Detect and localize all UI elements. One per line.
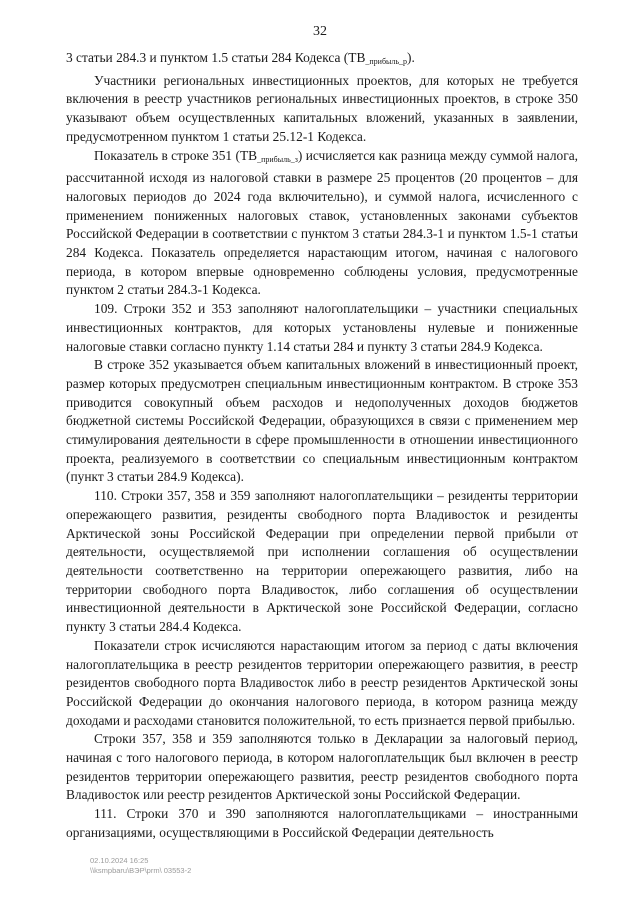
paragraph: 110. Строки 357, 358 и 359 заполняют налогоплательщики – резиденты территории опережающего развития, резиденты свободного порта Владивосток и резиденты Арктической зоны Российской Федерации при определении первой прибыли от деятельности, осуществляемой при исполнении соглашения об осуществлении деятельности соответственно на территории опережающего развития, либо на территории свободного порта Владивосток, либо соглашения об осуществлении инвестиционной деятельности в Арктической зоне Российской Федерации, согласно пункту 3 статьи 284.4 Кодекса.: [66, 488, 578, 635]
document-footer-stamp: [90, 856, 191, 876]
paragraph-text: ) исчисляется как разница между суммой налога, рассчитанной исходя из налоговой ставки в размере 25 процентов (20 процентов – для налоговых периодов до 2024 года включительно), и суммой налога, исчисленного с применением пониженных налоговых ставок, установленных законами субъектов Российской Федерации в соответствии с пунктом 3 статьи 284.3-1 и пунктом 1.5-1 статьи 284 Кодекса. Показатель определяется нарастающим итогом, начиная с налогового периода, в котором впервые одновременно соблюдены условия, предусмотренные пунктом 2 статьи 284.3-1 Кодекса.: [66, 147, 578, 298]
paragraph-text: ).: [407, 50, 415, 65]
paragraph-text: Показатель в строке 351 (ТВ: [94, 147, 258, 163]
paragraph: Участники региональных инвестиционных проектов, для которых не требуется включения в реестр участников региональных инвестиционных проектов, в строке 350 указывают объем осуществленных капитальных вложений, указанных в заявлении, предусмотренном пунктом 1 статьи 25.12-1 Кодекса.: [66, 72, 578, 144]
footer-timestamp: 02.10.2024 16:25: [90, 856, 149, 865]
subscript: _прибыль_з: [257, 154, 298, 164]
paragraph: Строки 357, 358 и 359 заполняются только в Декларации за налоговый период, начиная с того налогового периода, в котором налогоплательщик был включен в реестр резидентов территории опережающего развития, реестр резидентов свободного порта Владивосток или реестр резидентов Арктической зоны Российской Федерации.: [66, 731, 578, 803]
paragraph: 111. Строки 370 и 390 заполняются налогоплательщиками – иностранными организациями, осуществляющими в Российской Федерации деятельность: [66, 806, 578, 840]
paragraph-text: 3 статьи 284.3 и пунктом 1.5 статьи 284 Кодекса (ТВ: [66, 50, 366, 65]
paragraph: [66, 147, 578, 301]
subscript: _прибыль_р: [365, 57, 408, 66]
document-body: [66, 49, 578, 843]
paragraph: В строке 352 указывается объем капитальных вложений в инвестиционный проект, размер которых предусмотрен специальным инвестиционным контрактом. В строке 353 приводится совокупный объем расходов и недополученных доходов бюджетов бюджетной системы Российской Федерации, образующихся в связи с применением мер стимулирования деятельности в сфере промышленности в отношении инвестиционного проекта, реализуемого в соответствии со специальным инвестиционным контрактом (пункт 3 статьи 284.9 Кодекса).: [66, 357, 578, 485]
paragraph: 109. Строки 352 и 353 заполняют налогоплательщики – участники специальных инвестиционных контрактов, для которых установлены нулевые и пониженные налоговые ставки согласно пункту 1.14 статьи 284 и пункту 3 статьи 284.9 Кодекса.: [66, 301, 578, 354]
paragraph: [66, 49, 578, 72]
page-number: 32: [313, 24, 327, 39]
paragraph: Показатели строк исчисляются нарастающим итогом за период с даты включения налогоплательщика в реестр резидентов территории опережающего развития, в реестр резидентов свободного порта Владивосток либо в реестр резидентов Арктической зоны Российской Федерации до окончания налогового периода, в котором разница между доходами и расходами становится положительной, то есть признается первой прибылью.: [66, 637, 578, 728]
footer-file-path: \\ksmpbaru\ВЭР\prm\ 03553-2: [90, 866, 192, 875]
